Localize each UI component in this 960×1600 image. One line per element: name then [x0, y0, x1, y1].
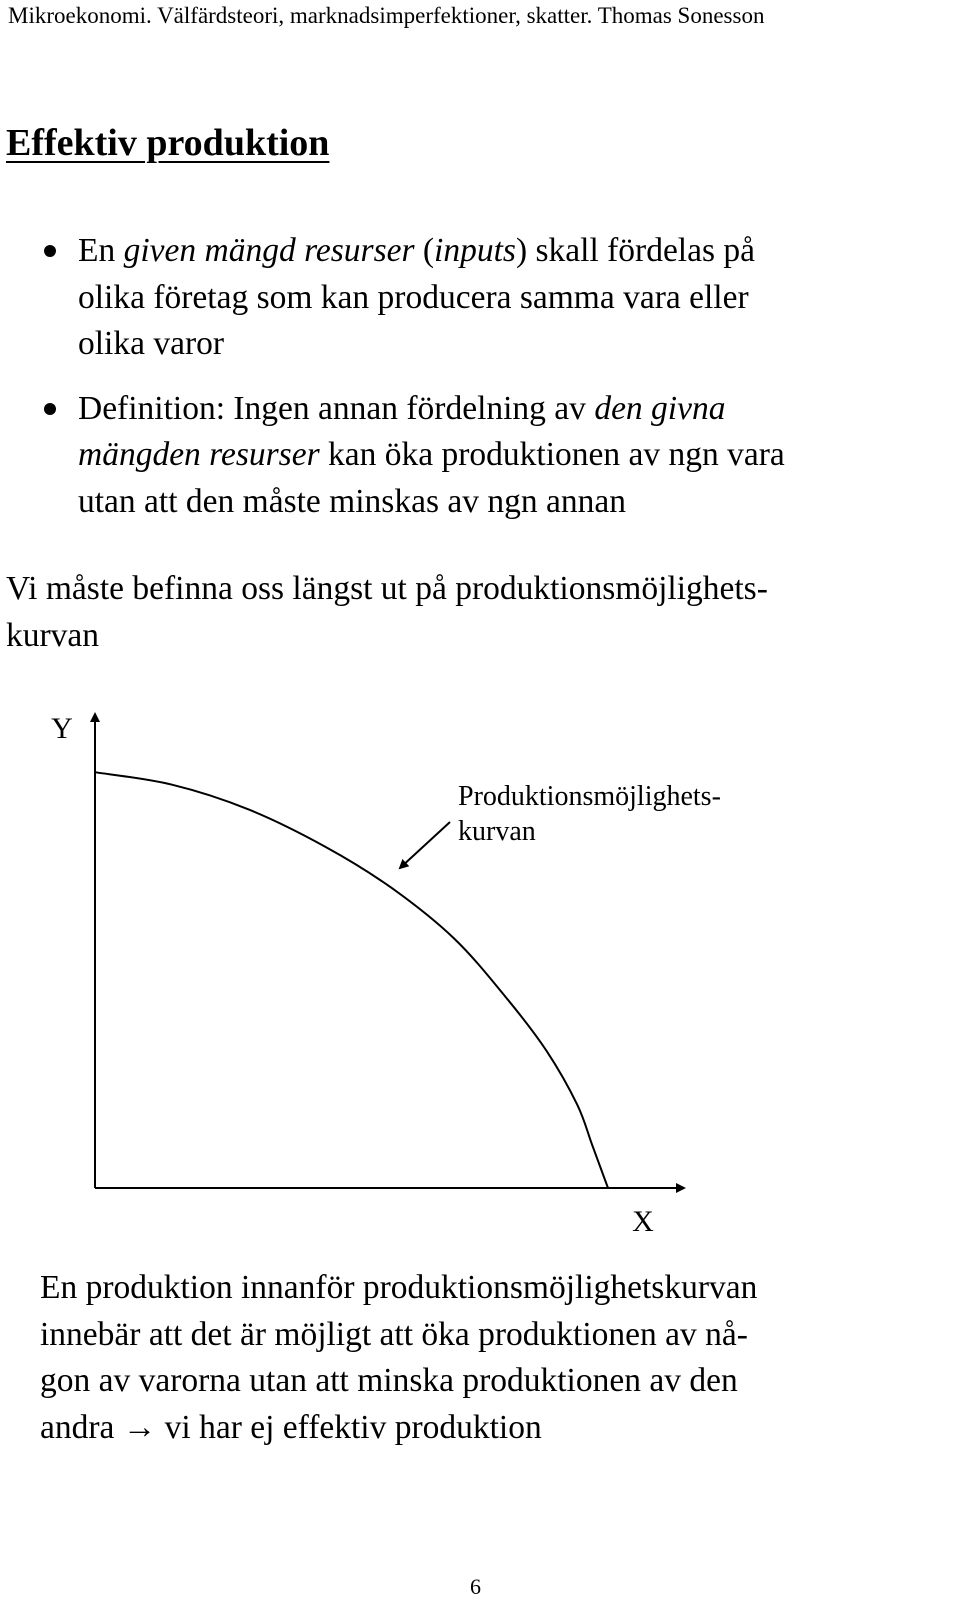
running-header: Mikroekonomi. Välfärdsteori, marknadsimperfektioner, skatter. Thomas Sonesson [8, 3, 765, 28]
text-segment: kan öka produktionen av ngn vara [319, 436, 785, 473]
italic-text: inputs [434, 232, 516, 269]
right-arrow-icon: → [122, 1408, 157, 1446]
bullet-list [0, 228, 960, 525]
text-segment: olika varor [78, 325, 225, 362]
statement-line: Vi måste befinna oss längst ut på produktionsmöjlighets- [6, 570, 768, 607]
conclusion-line: innebär att det är möjligt att öka produktionen av nå- [40, 1315, 748, 1353]
curve-pointer-line [400, 822, 450, 868]
text-segment: ( [414, 232, 435, 269]
curve-label-line: kurvan [458, 816, 536, 847]
text-segment: En [78, 232, 124, 269]
bullet-line [78, 321, 958, 368]
conclusion-line [40, 1405, 757, 1452]
bullet-line [78, 275, 958, 322]
bullet-item [0, 386, 958, 526]
bullet-line [78, 432, 958, 479]
text-segment: olika företag som kan producera samma vara eller [78, 278, 749, 316]
bullet-line [78, 386, 958, 433]
production-possibility-chart [0, 700, 960, 1260]
bullet-dot-icon [44, 245, 56, 257]
conclusion-paragraph [40, 1265, 757, 1451]
conclusion-line: En produktion innanför produktionsmöjlighetskurvan [40, 1269, 758, 1306]
x-axis-label: X [632, 1205, 654, 1238]
page-title: Effektiv produktion [6, 122, 330, 164]
page-number: 6 [470, 1574, 481, 1599]
text-segment: utan att den måste minskas av ngn annan [78, 482, 626, 520]
statement-line: kurvan [6, 616, 100, 654]
bullet-line [78, 228, 958, 275]
text-segment: Definition: Ingen annan fördelning av [78, 389, 595, 427]
bullet-item [0, 228, 958, 368]
conclusion-text: andra [40, 1408, 123, 1446]
efficiency-statement [6, 566, 768, 659]
text-segment: ) skall fördelas på [515, 232, 756, 269]
italic-text: den givna [594, 389, 726, 427]
italic-text: given mängd resurser [123, 232, 415, 269]
y-axis-label: Y [51, 712, 73, 745]
bullet-line [78, 479, 958, 526]
bullet-dot-icon [44, 403, 56, 415]
conclusion-text: vi har ej effektiv produktion [156, 1408, 542, 1446]
curve-label-line: Produktionsmöjlighets- [458, 781, 721, 812]
italic-text: mängden resurser [78, 436, 320, 473]
conclusion-line: gon av varorna utan att minska produktionen av den [40, 1362, 738, 1399]
